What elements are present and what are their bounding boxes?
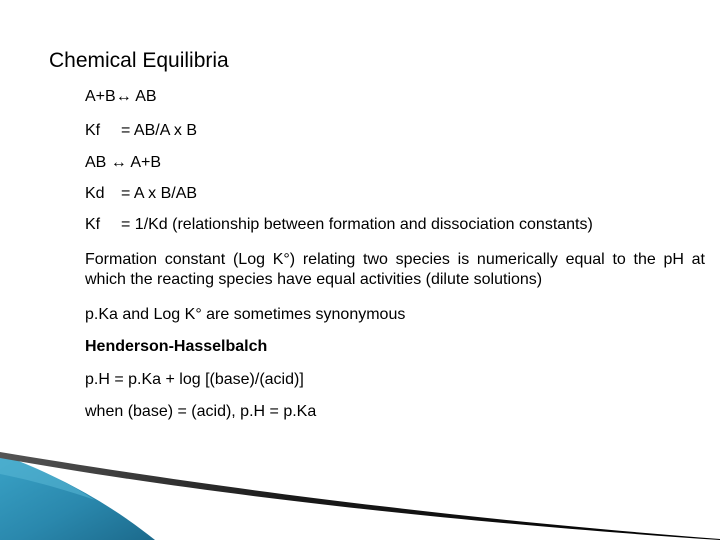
kd-definition xyxy=(85,184,198,204)
kf-label: Kf xyxy=(85,122,101,139)
reaction-formation: A+B↔ AB xyxy=(85,88,157,105)
kd-formula: = A x B/AB xyxy=(121,185,198,202)
henderson-hasselbalch-equation: p.H = p.Ka + log [(base)/(acid)] xyxy=(85,371,304,388)
kf-formula: = AB/A x B xyxy=(121,122,198,139)
henderson-hasselbalch-heading: Henderson-Hasselbalch xyxy=(85,338,268,355)
kf-definition xyxy=(85,121,198,141)
equal-concentration-line: when (base) = (acid), p.H = p.Ka xyxy=(85,403,317,420)
kf-kd-relation xyxy=(85,215,593,235)
slide-title: Chemical Equilibria xyxy=(49,49,229,72)
corner-swoosh-decoration xyxy=(0,440,720,540)
formation-constant-paragraph: Formation constant (Log K°) relating two species is numerically equal to the pH at which the reacting species have equal activities (dilute solutions) xyxy=(85,251,705,288)
kf-relation-label: Kf xyxy=(85,216,101,233)
pka-synonym-line: p.Ka and Log K° are sometimes synonymous xyxy=(85,306,406,323)
kd-label: Kd xyxy=(85,185,105,202)
reaction-dissociation: AB ↔ A+B xyxy=(85,154,162,171)
kf-relation-text: = 1/Kd (relationship between formation and dissociation constants) xyxy=(121,216,593,233)
